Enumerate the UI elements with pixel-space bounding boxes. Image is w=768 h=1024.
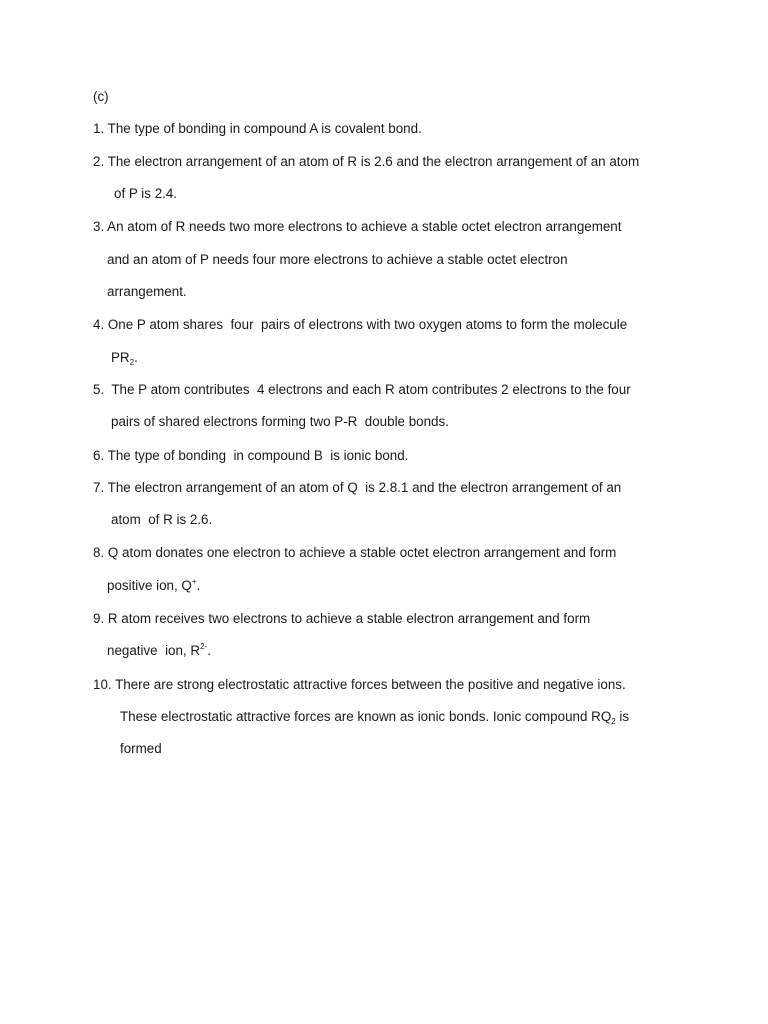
punctuation: . (134, 350, 138, 365)
answer-line-1: 1. The type of bonding in compound A is covalent bond. (93, 121, 422, 136)
answer-line-8b (107, 578, 200, 594)
answer-line-8a: 8. Q atom donates one electron to achieve a stable octet electron arrangement and form (93, 545, 617, 560)
answer-line-3a: 3. An atom of R needs two more electrons to achieve a stable octet electron arrangement (93, 219, 622, 234)
formula-text: PR (111, 350, 130, 365)
answer-line-4b (111, 350, 138, 366)
ion-text: negative ion, R (107, 643, 201, 658)
charge-superscript: 2- (200, 642, 208, 651)
answer-line-5b: pairs of shared electrons forming two P-R double bonds. (111, 414, 449, 429)
punctuation: . (196, 578, 201, 593)
answer-line-5a: 5. The P atom contributes 4 electrons and each R atom contributes 2 electrons to the four (93, 382, 631, 397)
answer-line-7b: atom of R is 2.6. (111, 512, 213, 527)
answer-line-3c: arrangement. (107, 284, 187, 299)
answer-line-2a: 2. The electron arrangement of an atom of R is 2.6 and the electron arrangement of an atom (93, 154, 640, 169)
answer-line-6: 6. The type of bonding in compound B is ionic bond. (93, 448, 409, 463)
section-label: (c) (93, 89, 109, 104)
answer-line-10c: formed (120, 741, 162, 756)
ion-text: positive ion, Q (107, 578, 192, 593)
charge-superscript: + (191, 577, 197, 586)
answer-line-9a: 9. R atom receives two electrons to achieve a stable electron arrangement and form (93, 611, 591, 626)
answer-line-10b (120, 709, 629, 725)
subscript: 2 (611, 717, 616, 726)
trailing-text: is (615, 709, 630, 724)
answer-line-9b (107, 643, 211, 659)
compound-text: These electrostatic attractive forces are known as ionic bonds. Ionic compound RQ (120, 709, 612, 724)
punctuation: . (207, 643, 211, 658)
answer-line-2b: of P is 2.4. (114, 186, 178, 201)
answer-line-7a: 7. The electron arrangement of an atom of Q is 2.8.1 and the electron arrangement of an (93, 480, 622, 495)
answer-line-10a: 10. There are strong electrostatic attractive forces between the positive and negative ions. (93, 677, 626, 692)
answer-line-4a: 4. One P atom shares four pairs of electrons with two oxygen atoms to form the molecule (93, 317, 628, 332)
answer-line-3b: and an atom of P needs four more electrons to achieve a stable octet electron (107, 252, 568, 267)
subscript: 2 (129, 358, 135, 367)
